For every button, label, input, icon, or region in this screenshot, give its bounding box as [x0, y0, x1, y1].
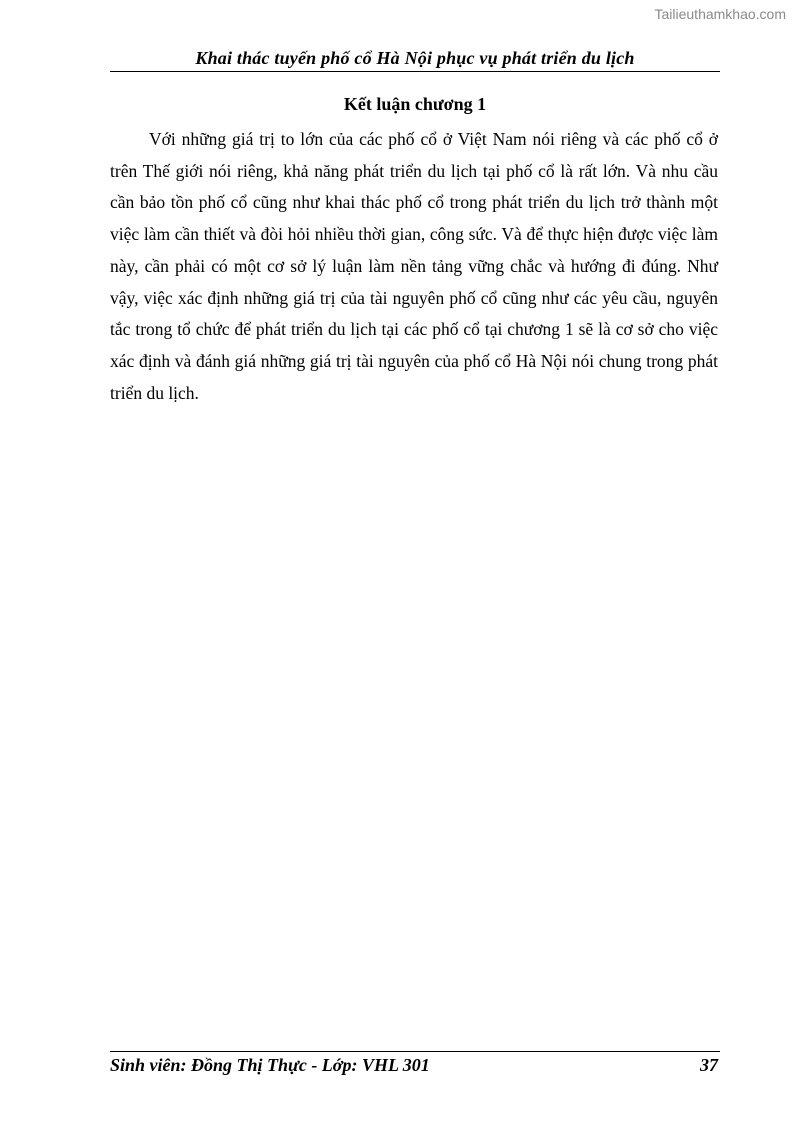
section-heading: Kết luận chương 1 — [343, 94, 487, 114]
footer-student-info: Sinh viên: Đồng Thị Thực - Lớp: VHL 301 — [110, 1055, 430, 1075]
header-divider — [110, 71, 720, 72]
page-number: 37 — [700, 1055, 718, 1075]
footer-divider — [110, 1051, 720, 1052]
running-header-title: Khai thác tuyến phố cổ Hà Nội phục vụ phát triển du lịch — [195, 48, 635, 68]
body-paragraph: Với những giá trị to lớn của các phố cổ ở Việt Nam nói riêng và các phố cổ ở trên Thế giới nói riêng, khả năng phát triển du lịch tại phố cổ là rất lớn. Và nhu cầu cần bảo tồn phố cổ cũng như khai thác phố cổ trong phát triển du lịch trở thành một việc làm cần thiết và đòi hỏi nhiều thời gian, công sức. Và để thực hiện được việc làm này, cần phải có một cơ sở lý luận làm nền tảng vững chắc và hướng đi đúng. Như vậy, việc xác định những giá trị của tài nguyên phố cổ cũng như các yêu cầu, nguyên tắc trong tổ chức để phát triển du lịch tại các phố cổ tại chương 1 sẽ là cơ sở cho việc xác định và đánh giá những giá trị tài nguyên của phố cổ Hà Nội nói chung trong phát triển du lịch. — [110, 129, 718, 403]
watermark-text: Tailieuthamkhao.com — [654, 6, 786, 22]
